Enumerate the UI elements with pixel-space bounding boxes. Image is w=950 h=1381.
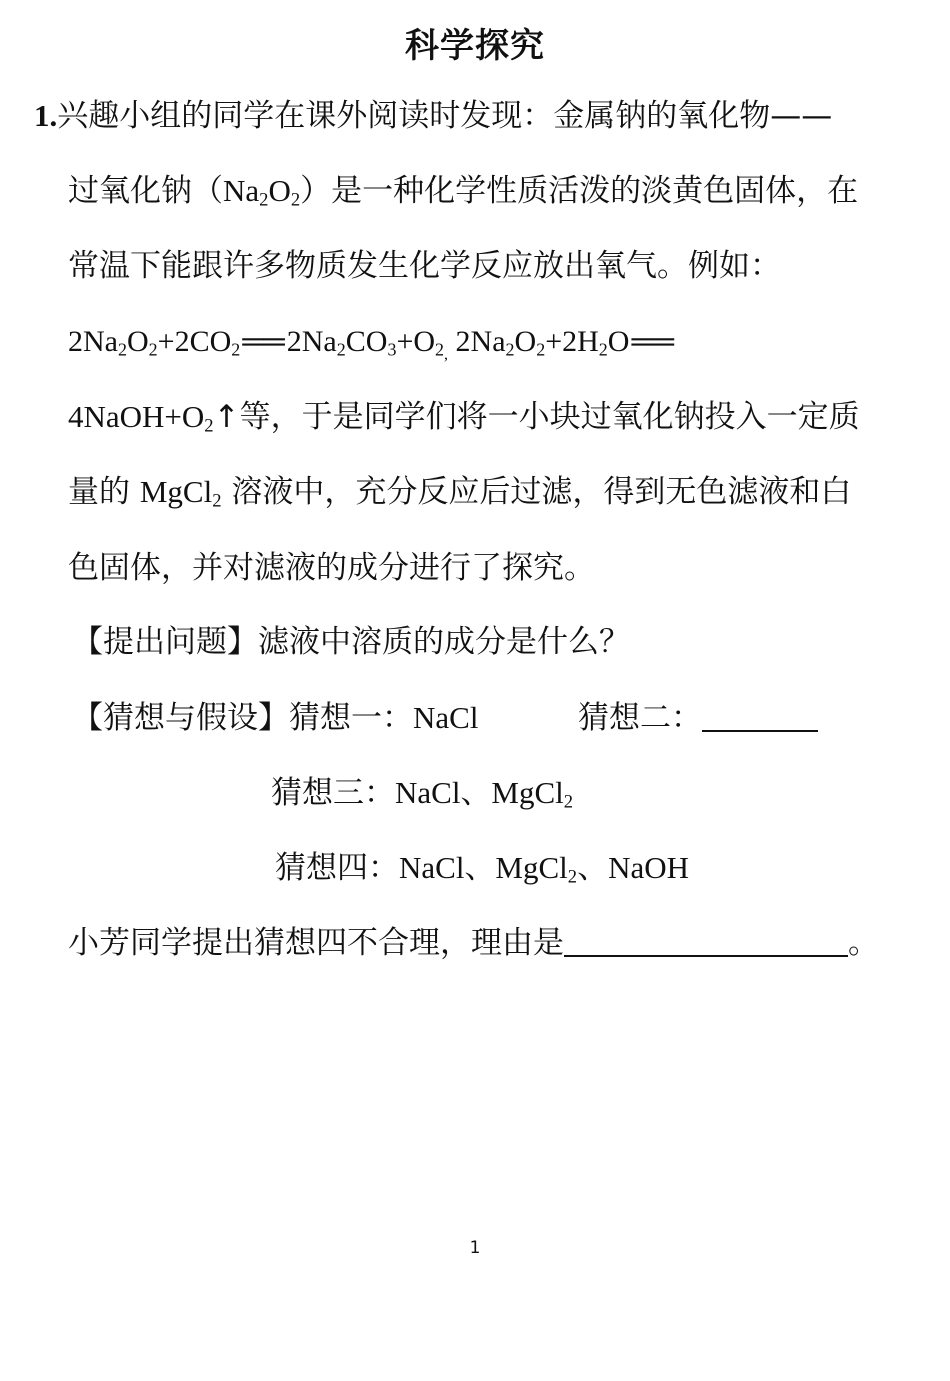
question-line-1 bbox=[34, 96, 832, 136]
guess-4-value: NaCl、MgCl$_2$、NaOH bbox=[399, 850, 690, 888]
hypothesis-line: 【猜想与假设】猜想一：NaCl bbox=[72, 700, 479, 736]
guess-3-line: 猜想三：NaCl、MgCl$_2$ bbox=[271, 775, 574, 813]
formula-na2o2: $Na_2O_2$ bbox=[223, 173, 301, 211]
reason-line: 小芳同学提出猜想四不合理，理由是 。 bbox=[68, 925, 879, 961]
gas-arrow-icon: ↑ bbox=[213, 399, 240, 435]
guess-1-value: NaCl bbox=[413, 700, 479, 735]
formula-mgcl2: MgCl$_2$ bbox=[139, 474, 222, 512]
question-line-7: 色固体，并对滤液的成分进行了探究。 bbox=[68, 550, 595, 586]
equation-line: $2Na_2O_2+2CO_2══2Na_2CO_3+O_{2,}$ $2Na_2O_2+2H_2O══$ bbox=[68, 325, 674, 363]
question-line-6: 量的 MgCl$_2$ 溶液中，充分反应后过滤，得到无色滤液和白 bbox=[68, 474, 852, 512]
question-text-2b: ）是一种化学性质活泼的淡黄色固体，在 bbox=[300, 173, 859, 209]
equation-2: $2Na_2O_2+2H_2O══$ bbox=[455, 325, 674, 360]
guess-2-blank[interactable] bbox=[702, 698, 818, 732]
guess-3-value: NaCl、MgCl$_2$ bbox=[395, 775, 574, 813]
question-line-5: $4NaOH+O_2↑$等，于是同学们将一小块过氧化钠投入一定质 bbox=[68, 399, 860, 437]
guess-4-line: 猜想四：NaCl、MgCl$_2$、NaOH bbox=[275, 850, 690, 888]
page-number: 1 bbox=[469, 1238, 481, 1258]
reason-blank[interactable] bbox=[564, 923, 848, 957]
equation-2-product: $4NaOH+O_2$ bbox=[68, 399, 214, 437]
page-title: 科学探究 bbox=[405, 26, 545, 66]
ask-question: 【提出问题】滤液中溶质的成分是什么？ bbox=[72, 624, 630, 660]
equation-1: $2Na_2O_2+2CO_2══2Na_2CO_3+O_2$ bbox=[68, 325, 445, 360]
question-line-2 bbox=[68, 171, 858, 211]
question-line-3: 常温下能跟许多物质发生化学反应放出氧气。例如： bbox=[68, 248, 781, 284]
question-text-2a: 过氧化钠（ bbox=[68, 173, 223, 209]
guess-2-line: 猜想二： bbox=[578, 698, 818, 738]
question-number: 1. bbox=[34, 98, 58, 133]
question-text-1: 兴趣小组的同学在课外阅读时发现：金属钠的氧化物—— bbox=[57, 98, 833, 134]
